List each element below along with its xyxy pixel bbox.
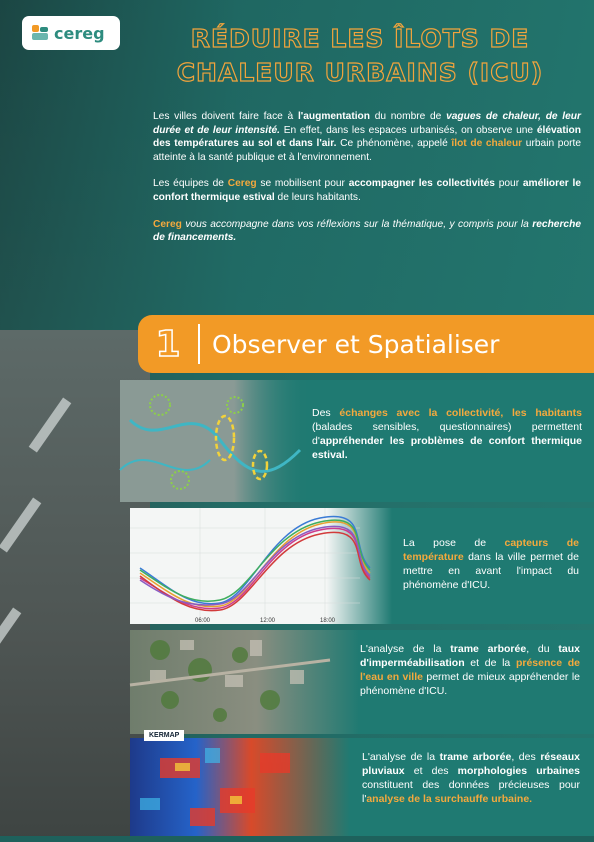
- text-run: vous accompagne dans vos réflexions sur la thématique, y compris pour la: [181, 218, 533, 230]
- text-run: élévation des températures au sol et dans l'air.: [153, 124, 581, 150]
- banner-divider: [198, 324, 200, 364]
- text-run: trame arborée: [450, 643, 527, 655]
- footer-strip: [0, 836, 594, 842]
- text-run: accompagner les collectivités: [348, 178, 495, 190]
- text-run: L'analyse de la: [362, 751, 440, 763]
- text-run: trame arborée: [439, 751, 512, 763]
- section-banner: [138, 315, 594, 373]
- text-run: dans la ville permet de mettre en avant l'impact du phénomène d'ICU.: [403, 551, 579, 591]
- text-run: En effet, dans les espaces urbanisés, on observe une: [280, 124, 537, 136]
- text-run: Les équipes de: [153, 178, 228, 190]
- title-line-1: RÉDUIRE LES ÎLOTS DE: [190, 24, 530, 53]
- text-run: (balades sensibles, questionnaires) permettent d': [312, 421, 582, 447]
- aerial-city-image: [130, 630, 360, 734]
- text-run: se mobilisent pour: [256, 178, 349, 190]
- text-run: présence de l'eau en ville: [360, 657, 580, 683]
- text-run: échanges avec la collectivité, les habitants: [339, 407, 582, 419]
- cereg-logo: [22, 16, 120, 50]
- aerial-text: [360, 642, 580, 698]
- text-run: analyse de la surchauffe urbaine.: [366, 793, 533, 805]
- text-run: taux d'imperméabilisation: [360, 643, 580, 669]
- text-run: réseaux pluviaux: [362, 751, 581, 777]
- text-run: , des: [511, 751, 541, 763]
- text-run: du nombre de: [370, 111, 447, 122]
- text-run: Cereg: [153, 218, 182, 230]
- text-run: appréhender les problèmes de confort thermique estival.: [312, 435, 582, 461]
- temperature-chart: [130, 508, 392, 624]
- kermap-badge: KERMAP: [144, 730, 184, 741]
- text-run: Des: [312, 407, 340, 419]
- intro-paragraph-2: [153, 177, 581, 204]
- text-run: capteurs de température: [403, 537, 579, 563]
- road-marking: [29, 398, 72, 453]
- exchanges-text: [312, 406, 582, 462]
- intro-text: [153, 110, 581, 258]
- text-run: Les villes doivent faire face à: [153, 111, 298, 122]
- text-run: morphologies urbaines: [457, 765, 580, 777]
- chart-tick-2: 12:00: [260, 618, 276, 624]
- text-run: urbain porte atteinte à la santé publique et à l'environnement.: [153, 138, 581, 163]
- heat-map-image: [130, 732, 350, 836]
- panel-exchanges: [130, 380, 594, 502]
- intro-paragraph-1: [153, 110, 581, 164]
- intro-paragraph-3: [153, 218, 581, 245]
- road-marking: [0, 498, 41, 553]
- panel-heatmap: [130, 732, 594, 836]
- text-run: La pose de: [403, 537, 505, 549]
- section-number: 1: [155, 323, 181, 365]
- text-run: de leurs habitants.: [274, 191, 361, 203]
- text-run: vagues de chaleur, de leur durée et de leur intensité.: [153, 111, 581, 136]
- text-run: et des: [404, 765, 458, 777]
- text-run: l'augmentation: [297, 111, 370, 122]
- panel-sensors: [130, 508, 594, 624]
- logo-text: cereg: [54, 23, 105, 43]
- road-marking: [0, 608, 21, 663]
- text-run: pour: [494, 178, 523, 190]
- heatmap-text: [362, 750, 580, 806]
- panel-aerial: [130, 630, 594, 734]
- section-title: Observer et Spatialiser: [212, 329, 500, 359]
- text-run: îlot de chaleur: [451, 138, 523, 150]
- text-run: améliorer le confort thermique estival: [153, 178, 581, 203]
- sensors-text: [403, 536, 579, 592]
- annotated-map-image: [120, 380, 310, 502]
- chart-tick-3: 18:00: [320, 618, 336, 624]
- page-title: [150, 22, 570, 90]
- text-run: Cereg: [227, 178, 257, 190]
- logo-icon: [32, 25, 48, 41]
- text-run: et de la: [464, 657, 516, 669]
- text-run: , du: [526, 643, 559, 655]
- text-run: L'analyse de la: [360, 643, 451, 655]
- chart-tick-1: 06:00: [195, 618, 211, 624]
- text-run: Ce phénomène, appelé: [336, 138, 452, 150]
- text-run: permet de mieux appréhender le phénomène d'ICU.: [360, 671, 580, 697]
- text-run: recherche de financements.: [153, 218, 581, 244]
- title-line-2: CHALEUR URBAINS (ICU): [176, 58, 544, 87]
- text-run: constituent des données précieuses pour l': [362, 779, 580, 805]
